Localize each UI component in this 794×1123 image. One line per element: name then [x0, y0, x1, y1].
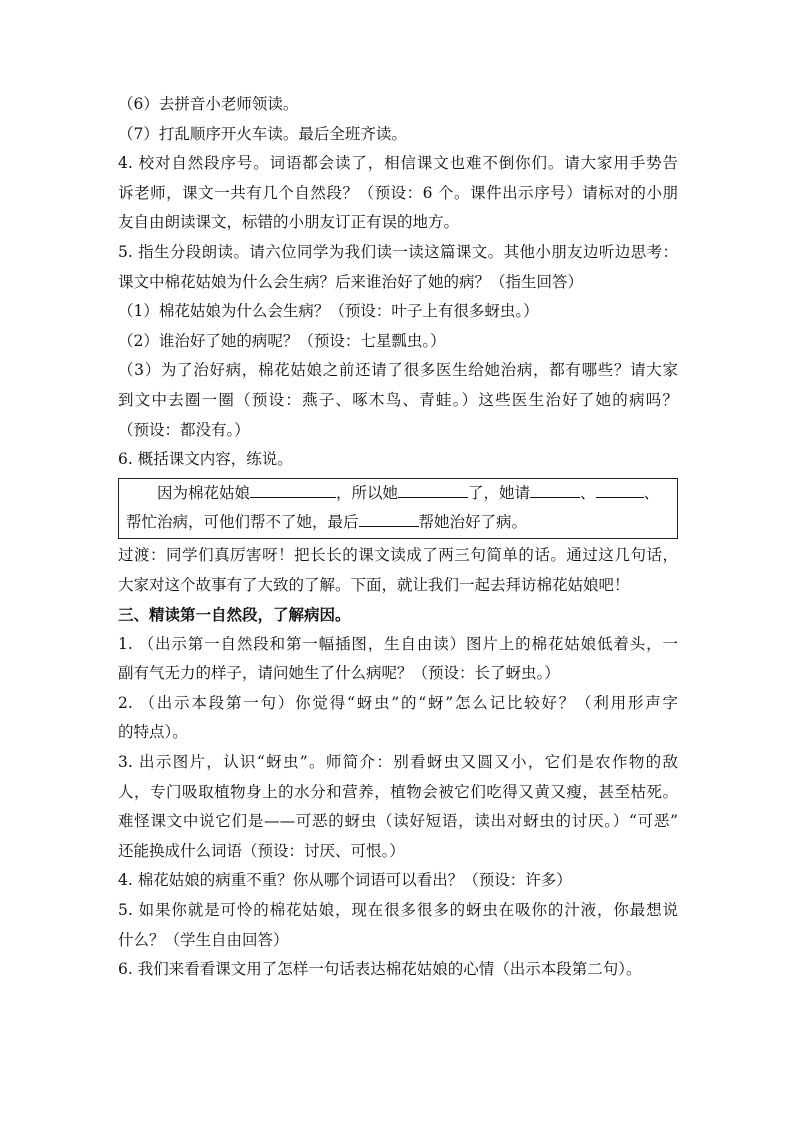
summary-fill-box	[118, 478, 678, 539]
step-6-line: 6. 概括课文内容，练说。	[118, 450, 293, 469]
step-4-line: 4. 校对自然段序号。词语都会读了，相信课文也难不倒你们。请大家用手势告	[118, 154, 678, 173]
item-line: 什么？（学生自由回答）	[118, 930, 289, 949]
item-line: 还能换成什么词语（预设：讨厌、可恨。）	[118, 841, 405, 860]
step-4-line: 友自由朗读课文，标错的小朋友订正有误的地方。	[118, 213, 460, 232]
item-line: 6. 我们来看看课文用了怎样一句话表达棉花姑娘的心情（出示本段第二句）。	[118, 960, 642, 979]
fill-blank[interactable]	[530, 479, 580, 498]
summary-text: 、	[643, 483, 660, 502]
item-line: 人，专门吸取植物身上的水分和营养，植物会被它们吃得又黄又瘦，甚至枯死。	[118, 782, 678, 801]
fill-blank[interactable]	[359, 508, 419, 527]
step-5-line: 课文中棉花姑娘为什么会生病？后来谁治好了她的病？（指生回答）	[118, 272, 584, 291]
document-page	[118, 90, 678, 985]
fill-blank[interactable]	[398, 479, 468, 498]
summary-text: 帮她治好了病。	[418, 513, 528, 532]
summary-text: ，所以她	[336, 483, 399, 502]
step-5-line: 到文中去圈一圈（预设：燕子、啄木鸟、青蛙。）这些医生治好了她的病吗？	[118, 390, 678, 409]
transition-line: 过渡：同学们真厉害呀！把长长的课文读成了两三句简单的话。通过这几句话，	[118, 545, 678, 564]
step-5-line: （2）谁治好了她的病呢？（预设：七星瓢虫。）	[118, 331, 446, 350]
item-line: 2. （出示本段第一句）你觉得“蚜虫”的“蚜”怎么记比较好？（利用形声字	[118, 693, 678, 712]
fill-blank[interactable]	[596, 479, 644, 498]
step-5-line: 5. 指生分段朗读。请六位同学为我们读一读这篇课文。其他小朋友边听边思考：	[118, 242, 678, 261]
step-5-line: （3）为了治好病，棉花姑娘之前还请了很多医生给她治病，都有哪些？请大家	[118, 361, 678, 380]
fill-blank[interactable]	[250, 479, 336, 498]
item-line: 难怪课文中说它们是——可恶的蚜虫（读好短语，读出对蚜虫的讨厌。）“可恶”	[118, 812, 678, 831]
summary-text: 、	[580, 483, 596, 502]
step-line: （7）打乱顺序开火车读。最后全班齐读。	[118, 124, 407, 143]
summary-text: 了，她请	[468, 483, 531, 502]
section-heading: 三、精读第一自然段，了解病因。	[118, 605, 351, 625]
item-line: 3. 出示图片，认识“蚜虫”。师简介：别看蚜虫又圆又小，它们是农作物的敌	[118, 753, 678, 772]
step-4-line: 诉老师，课文一共有几个自然段？（预设：6 个。课件出示序号）请标对的小朋	[118, 183, 678, 202]
step-line: （6）去拼音小老师领读。	[118, 95, 299, 113]
item-line: 1. （出示第一自然段和第一幅插图，生自由读）图片上的棉花姑娘低着头，一	[118, 634, 678, 653]
item-line: 5. 如果你就是可怜的棉花姑娘，现在很多很多的蚜虫在吸你的汁液，你最想说	[118, 901, 678, 920]
item-line: 的特点）。	[118, 723, 188, 742]
item-line: 副有气无力的样子，请问她生了什么病呢？（预设：长了蚜虫。）	[118, 664, 560, 683]
summary-text: 因为棉花姑娘	[157, 483, 251, 502]
step-5-line: （预设：都没有。）	[118, 420, 250, 439]
transition-line: 大家对这个故事有了大致的了解。下面，就让我们一起去拜访棉花姑娘吧！	[118, 575, 630, 594]
summary-line-1	[126, 479, 670, 509]
item-line: 4. 棉花姑娘的病重不重？你从哪个词语可以看出？（预设：许多）	[118, 871, 572, 890]
step-5-line: （1）棉花姑娘为什么会生病？（预设：叶子上有很多蚜虫。）	[118, 302, 539, 321]
summary-text: 帮忙治病，可他们帮不了她，最后	[126, 513, 359, 532]
summary-line-2	[126, 508, 670, 538]
